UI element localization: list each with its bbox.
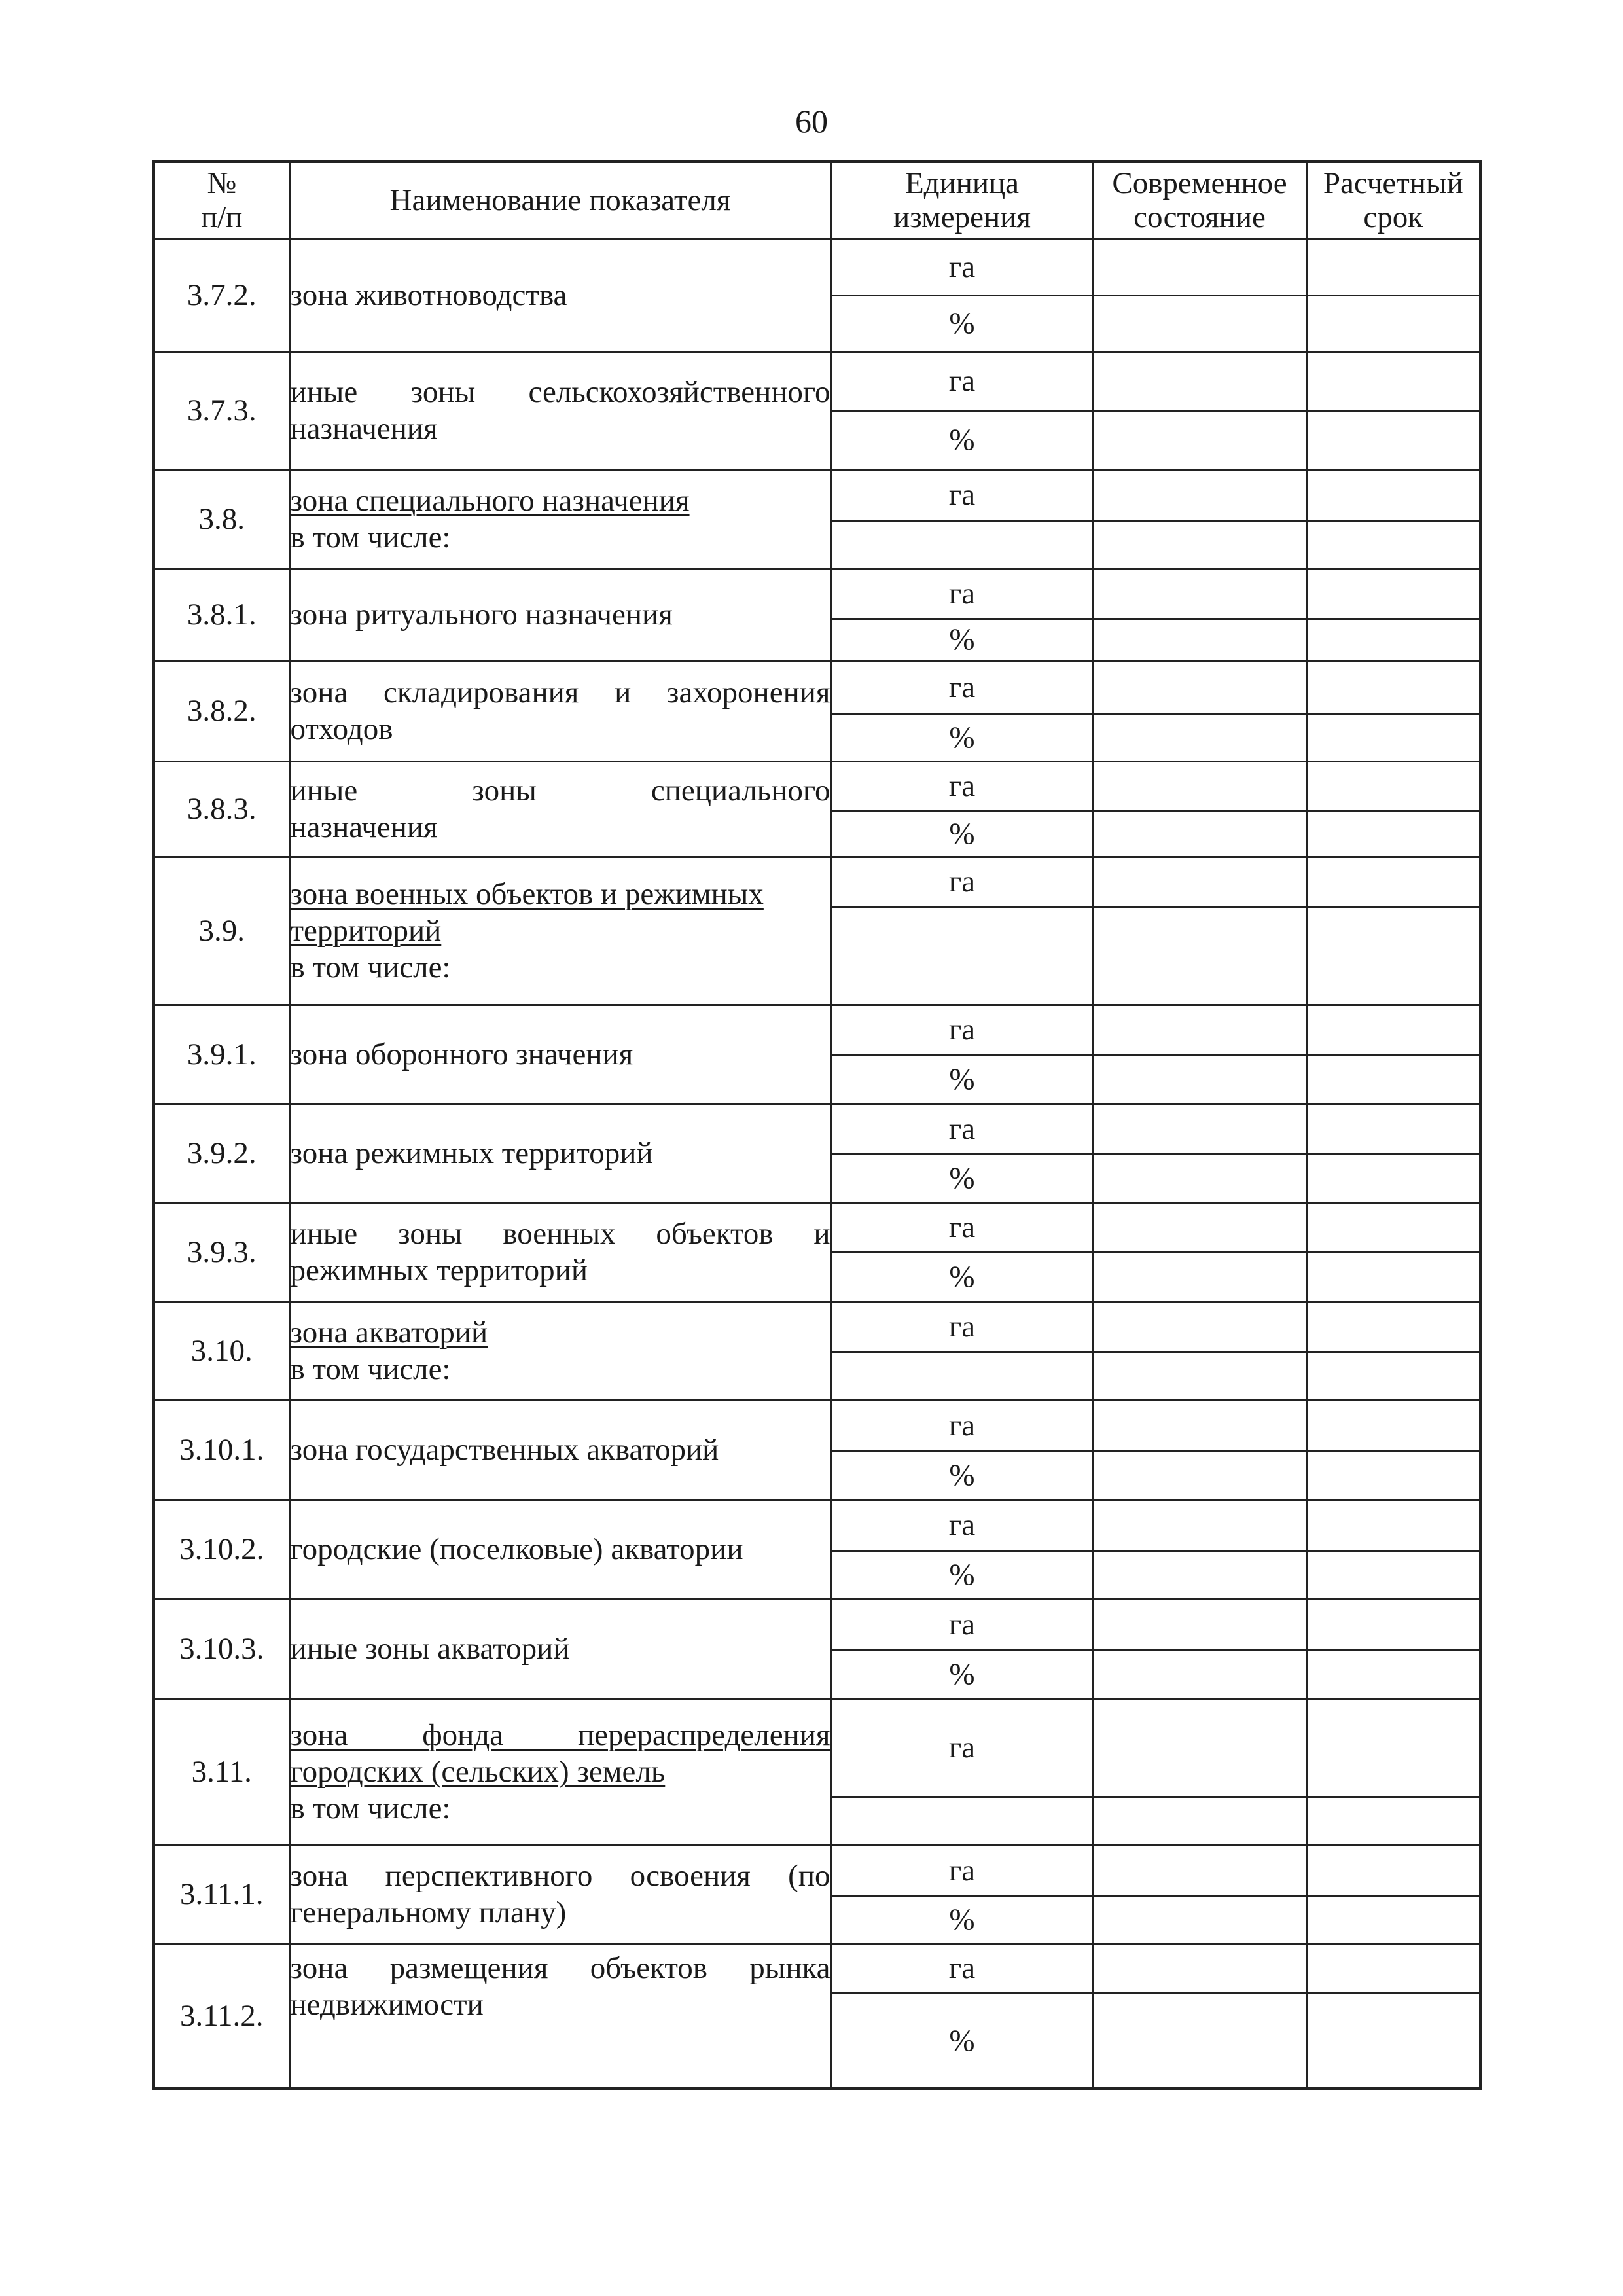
unit-ha: га xyxy=(831,351,1093,410)
projected-value xyxy=(1306,1993,1480,2089)
current-value xyxy=(1093,569,1306,619)
indicator-name: иные зоны военных объектов и режимных территорий xyxy=(289,1202,831,1302)
projected-value xyxy=(1306,1400,1480,1451)
projected-value xyxy=(1306,1302,1480,1352)
current-value xyxy=(1093,410,1306,469)
projected-value xyxy=(1306,1499,1480,1551)
current-value xyxy=(1093,351,1306,410)
row-number: 3.8.1. xyxy=(154,569,289,660)
unit-ha: га xyxy=(831,1400,1093,1451)
projected-value xyxy=(1306,520,1480,569)
current-value xyxy=(1093,1352,1306,1400)
current-value xyxy=(1093,1104,1306,1154)
header-num: № п/п xyxy=(154,162,289,239)
unit-percent: % xyxy=(831,1154,1093,1202)
projected-value xyxy=(1306,1943,1480,1993)
table-row xyxy=(154,1400,1480,1451)
indicator-name: городские (поселковые) акватории xyxy=(289,1499,831,1599)
current-value xyxy=(1093,1005,1306,1054)
current-value xyxy=(1093,660,1306,714)
indicator-name: зона размещения объектов рынка недвижимости xyxy=(289,1943,831,2089)
unit-percent: % xyxy=(831,1451,1093,1499)
projected-value xyxy=(1306,1352,1480,1400)
unit-ha: га xyxy=(831,1845,1093,1896)
unit-ha: га xyxy=(831,569,1093,619)
row-number: 3.9. xyxy=(154,857,289,1005)
table-row xyxy=(154,857,1480,906)
projected-value xyxy=(1306,1551,1480,1599)
header-current: Современное состояние xyxy=(1093,162,1306,239)
unit-ha: га xyxy=(831,1599,1093,1650)
unit-percent: % xyxy=(831,1252,1093,1302)
row-number: 3.11. xyxy=(154,1698,289,1845)
unit-percent: % xyxy=(831,714,1093,761)
unit-ha: га xyxy=(831,761,1093,811)
row-number: 3.11.1. xyxy=(154,1845,289,1943)
table-row xyxy=(154,1302,1480,1352)
header-projected: Расчетный срок xyxy=(1306,162,1480,239)
indicator-name: зона ритуального назначения xyxy=(289,569,831,660)
projected-value xyxy=(1306,1797,1480,1845)
indicator-name: зона оборонного значения xyxy=(289,1005,831,1104)
table-row xyxy=(154,1845,1480,1896)
unit-empty xyxy=(831,1352,1093,1400)
indicator-name: зона специального назначения в том числе: xyxy=(289,469,831,569)
projected-value xyxy=(1306,811,1480,857)
indicator-name: зона военных объектов и режимных территорий в том числе: xyxy=(289,857,831,1005)
indicator-name: зона акваторий в том числе: xyxy=(289,1302,831,1400)
row-number: 3.10.3. xyxy=(154,1599,289,1698)
page-number: 60 xyxy=(795,103,828,139)
current-value xyxy=(1093,1698,1306,1797)
current-value xyxy=(1093,1797,1306,1845)
current-value xyxy=(1093,857,1306,906)
indicator-name: иные зоны сельскохозяйственного назначения xyxy=(289,351,831,469)
unit-ha: га xyxy=(831,1202,1093,1252)
header-unit: Единица измерения xyxy=(831,162,1093,239)
unit-ha: га xyxy=(831,239,1093,295)
row-number: 3.8.3. xyxy=(154,761,289,857)
header-name: Наименование показателя xyxy=(289,162,831,239)
current-value xyxy=(1093,469,1306,520)
projected-value xyxy=(1306,761,1480,811)
row-number: 3.7.2. xyxy=(154,239,289,351)
row-number: 3.7.3. xyxy=(154,351,289,469)
current-value xyxy=(1093,1845,1306,1896)
unit-ha: га xyxy=(831,1943,1093,1993)
projected-value xyxy=(1306,239,1480,295)
unit-ha: га xyxy=(831,660,1093,714)
row-number: 3.9.3. xyxy=(154,1202,289,1302)
projected-value xyxy=(1306,351,1480,410)
unit-empty xyxy=(831,906,1093,1005)
unit-percent: % xyxy=(831,1650,1093,1698)
row-number: 3.10. xyxy=(154,1302,289,1400)
current-value xyxy=(1093,811,1306,857)
unit-ha: га xyxy=(831,1302,1093,1352)
projected-value xyxy=(1306,410,1480,469)
current-value xyxy=(1093,1054,1306,1104)
indicator-name: иные зоны акваторий xyxy=(289,1599,831,1698)
indicator-name: зона фонда перераспределения городских (сельских) земель в том числе: xyxy=(289,1698,831,1845)
projected-value xyxy=(1306,1104,1480,1154)
current-value xyxy=(1093,1154,1306,1202)
projected-value xyxy=(1306,1698,1480,1797)
table-row xyxy=(154,1202,1480,1252)
current-value xyxy=(1093,1302,1306,1352)
current-value xyxy=(1093,619,1306,660)
row-number: 3.10.1. xyxy=(154,1400,289,1499)
unit-percent: % xyxy=(831,1993,1093,2089)
projected-value xyxy=(1306,1599,1480,1650)
projected-value xyxy=(1306,1005,1480,1054)
unit-ha: га xyxy=(831,857,1093,906)
projected-value xyxy=(1306,1202,1480,1252)
unit-percent: % xyxy=(831,1896,1093,1943)
table-row xyxy=(154,1943,1480,1993)
indicator-name: зона перспективного освоения (по генеральному плану) xyxy=(289,1845,831,1943)
current-value xyxy=(1093,239,1306,295)
current-value xyxy=(1093,761,1306,811)
indicator-name: зона животноводства xyxy=(289,239,831,351)
current-value xyxy=(1093,1499,1306,1551)
unit-ha: га xyxy=(831,1104,1093,1154)
projected-value xyxy=(1306,469,1480,520)
table-row xyxy=(154,569,1480,619)
table-header-row xyxy=(154,162,1480,239)
table-row xyxy=(154,351,1480,410)
projected-value xyxy=(1306,1896,1480,1943)
indicators-table xyxy=(152,160,1482,2090)
unit-percent: % xyxy=(831,619,1093,660)
current-value xyxy=(1093,1599,1306,1650)
projected-value xyxy=(1306,1845,1480,1896)
row-number: 3.8.2. xyxy=(154,660,289,761)
unit-ha: га xyxy=(831,1005,1093,1054)
table-row xyxy=(154,761,1480,811)
current-value xyxy=(1093,1400,1306,1451)
current-value xyxy=(1093,1650,1306,1698)
current-value xyxy=(1093,1943,1306,1993)
row-number: 3.9.1. xyxy=(154,1005,289,1104)
projected-value xyxy=(1306,1054,1480,1104)
current-value xyxy=(1093,1993,1306,2089)
unit-percent: % xyxy=(831,1551,1093,1599)
indicator-name: зона режимных территорий xyxy=(289,1104,831,1202)
current-value xyxy=(1093,714,1306,761)
unit-percent: % xyxy=(831,1054,1093,1104)
current-value xyxy=(1093,1896,1306,1943)
projected-value xyxy=(1306,857,1480,906)
projected-value xyxy=(1306,714,1480,761)
table-row xyxy=(154,1599,1480,1650)
unit-empty xyxy=(831,1797,1093,1845)
current-value xyxy=(1093,906,1306,1005)
table-row xyxy=(154,660,1480,714)
unit-ha: га xyxy=(831,469,1093,520)
unit-percent: % xyxy=(831,410,1093,469)
unit-empty xyxy=(831,520,1093,569)
projected-value xyxy=(1306,906,1480,1005)
row-number: 3.8. xyxy=(154,469,289,569)
table-row xyxy=(154,1104,1480,1154)
table-row xyxy=(154,239,1480,295)
projected-value xyxy=(1306,295,1480,351)
indicator-name: зона государственных акваторий xyxy=(289,1400,831,1499)
row-number: 3.10.2. xyxy=(154,1499,289,1599)
row-number: 3.9.2. xyxy=(154,1104,289,1202)
table-row xyxy=(154,1698,1480,1797)
projected-value xyxy=(1306,1252,1480,1302)
projected-value xyxy=(1306,569,1480,619)
unit-ha: га xyxy=(831,1698,1093,1797)
current-value xyxy=(1093,1252,1306,1302)
table-row xyxy=(154,469,1480,520)
indicator-name: зона складирования и захоронения отходов xyxy=(289,660,831,761)
unit-percent: % xyxy=(831,295,1093,351)
indicator-name: иные зоны специального назначения xyxy=(289,761,831,857)
table-row xyxy=(154,1005,1480,1054)
projected-value xyxy=(1306,1154,1480,1202)
projected-value xyxy=(1306,1451,1480,1499)
current-value xyxy=(1093,1451,1306,1499)
current-value xyxy=(1093,295,1306,351)
projected-value xyxy=(1306,1650,1480,1698)
unit-ha: га xyxy=(831,1499,1093,1551)
projected-value xyxy=(1306,619,1480,660)
projected-value xyxy=(1306,660,1480,714)
current-value xyxy=(1093,520,1306,569)
current-value xyxy=(1093,1202,1306,1252)
row-number: 3.11.2. xyxy=(154,1943,289,2089)
unit-percent: % xyxy=(831,811,1093,857)
current-value xyxy=(1093,1551,1306,1599)
table-row xyxy=(154,1499,1480,1551)
